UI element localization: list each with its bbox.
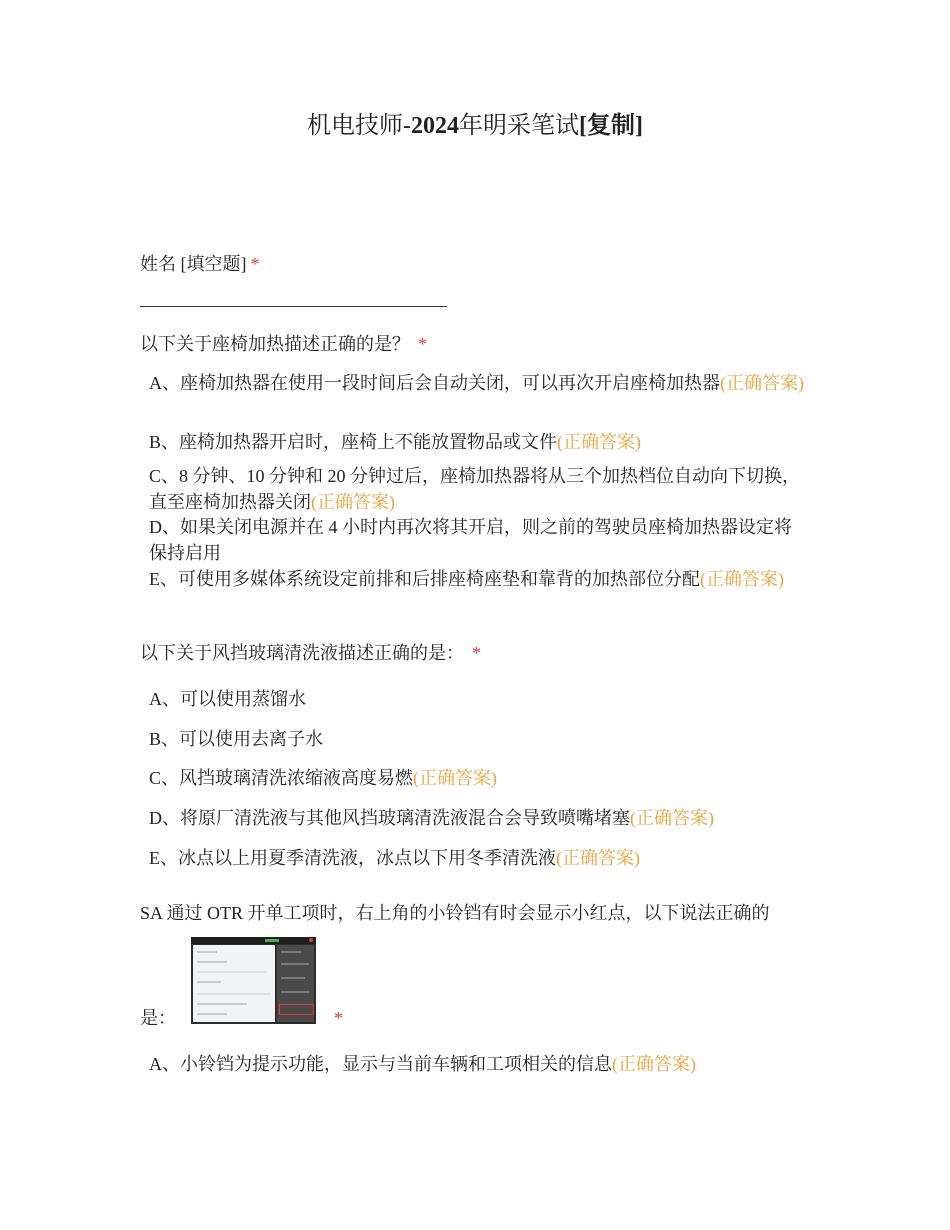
option-text: B、座椅加热器开启时，座椅上不能放置物品或文件 [149, 432, 558, 452]
image-line [197, 981, 221, 983]
correct-answer-tag: (正确答案) [612, 1054, 696, 1074]
title-part1: 机电技师- [307, 113, 411, 139]
option-a[interactable] [149, 686, 809, 712]
option-text: D、将原厂清洗液与其他风挡玻璃清洗液混合会导致喷嘴堵塞 [149, 808, 630, 828]
image-green-tab [265, 939, 279, 942]
option-text: E、冰点以上用夏季清洗液，冰点以下用冬季清洗液 [149, 848, 556, 868]
image-topbar [191, 937, 316, 944]
option-text: C、风挡玻璃清洗浓缩液高度易燃 [149, 768, 414, 788]
page-title [0, 110, 950, 142]
required-mark: * [418, 334, 427, 354]
correct-answer-tag: (正确答案) [630, 808, 714, 828]
option-e[interactable] [149, 566, 809, 592]
option-text: A、可以使用蒸馏水 [149, 689, 306, 709]
correct-answer-tag: (正确答案) [556, 848, 640, 868]
image-line [197, 961, 227, 963]
required-mark: * [334, 1008, 343, 1028]
image-line [281, 977, 305, 979]
option-d[interactable] [149, 805, 809, 831]
option-text: C、8 分钟、10 分钟和 20 分钟过后，座椅加热器将从三个加热档位自动向下切换，直至座椅加热器关闭 [149, 466, 801, 512]
image-left-pane [193, 945, 275, 1022]
image-line [281, 963, 309, 965]
required-mark: * [472, 643, 481, 663]
option-text: B、可以使用去离子水 [149, 729, 324, 749]
option-d[interactable] [149, 514, 809, 566]
image-line [197, 951, 217, 953]
image-line [281, 991, 309, 993]
title-part2: 年明采笔试 [459, 113, 579, 139]
correct-answer-tag: (正确答案) [413, 768, 498, 788]
option-c[interactable] [149, 463, 809, 515]
option-text: D、如果关闭电源并在 4 小时内再次将其开启，则之前的驾驶员座椅加热器设定将保持启用 [149, 517, 792, 563]
image-highlight-box [279, 1004, 314, 1015]
option-a[interactable] [149, 1051, 809, 1077]
question-text: 是： [140, 1008, 176, 1028]
correct-answer-tag: (正确答案) [311, 492, 395, 512]
name-fill-blank[interactable] [140, 306, 447, 307]
option-text: A、座椅加热器在使用一段时间后会自动关闭，可以再次开启座椅加热器 [149, 373, 720, 393]
question-otr-bell [140, 900, 820, 926]
question-text: 以下关于风挡玻璃清洗液描述正确的是： [140, 643, 464, 663]
image-line [197, 993, 271, 995]
option-text: A、小铃铛为提示功能，显示与当前车辆和工项相关的信息 [149, 1054, 612, 1074]
correct-answer-tag: (正确答案) [700, 569, 784, 589]
required-mark: * [250, 254, 260, 274]
image-line [197, 1003, 247, 1005]
title-suffix: [复制] [579, 113, 643, 139]
question-screenshot-image [191, 937, 316, 1024]
image-line [197, 1013, 227, 1015]
question-seat-heating [140, 331, 820, 357]
image-line [197, 971, 267, 973]
option-b[interactable] [149, 429, 809, 455]
option-a[interactable] [149, 370, 809, 396]
question-text: 姓名 [填空题] [140, 254, 247, 274]
question-name [140, 251, 820, 277]
question-text-continued [140, 1005, 180, 1031]
question-text: SA 通过 OTR 开单工项时，右上角的小铃铛有时会显示小红点，以下说法正确的 [140, 903, 770, 923]
question-text: 以下关于座椅加热描述正确的是？ [140, 334, 410, 354]
title-year: 2024 [411, 113, 459, 139]
correct-answer-tag: (正确答案) [557, 432, 642, 452]
question-required-holder [334, 1005, 354, 1031]
image-line [281, 951, 301, 953]
option-e[interactable] [149, 845, 809, 871]
option-text: E、可使用多媒体系统设定前排和后排座椅座垫和靠背的加热部位分配 [149, 569, 700, 589]
option-b[interactable] [149, 726, 809, 752]
option-c[interactable] [149, 765, 809, 791]
correct-answer-tag: (正确答案) [720, 373, 804, 393]
question-washer-fluid [140, 640, 820, 666]
bell-red-dot [309, 938, 313, 942]
